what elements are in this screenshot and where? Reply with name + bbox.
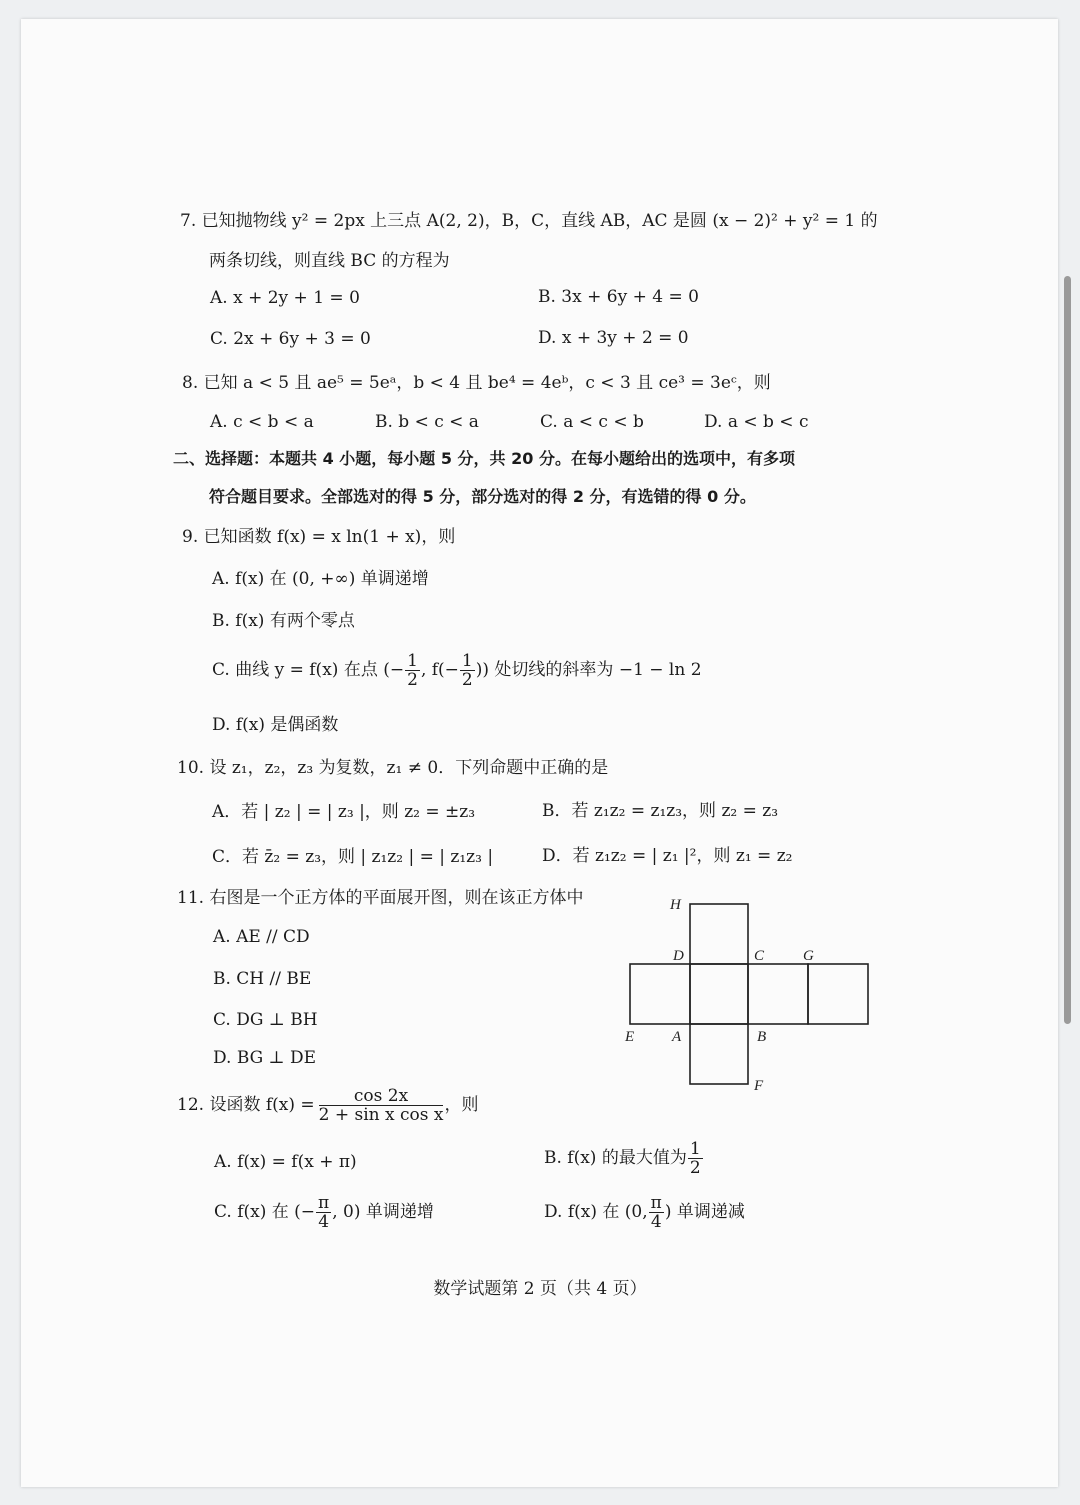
q9-option-d: D. f(x) 是偶函数 [212,715,339,735]
q10-option-a: A．若 | z₂ | = | z₃ |，则 z₂ = ±z₃ [212,802,476,822]
q8-option-d: D. a < b < c [704,412,809,432]
section2-heading-line1: 二、选择题：本题共 4 小题，每小题 5 分，共 20 分。在每小题给出的选项中，有多项 [173,449,795,468]
net-face-top [690,904,748,964]
vertex-label-b: B [757,1029,767,1045]
q9-option-c [212,652,702,689]
page-footer: 数学试题第 2 页（共 4 页） [433,1279,647,1299]
net-face-center [690,964,748,1024]
frac-num: 1 [461,651,473,671]
q11-option-b: B. CH // BE [213,969,312,989]
q9-c-fraction-1 [405,652,420,689]
q9-c-post: )) 处切线的斜率为 −1 − ln 2 [475,660,702,680]
q12-option-b [544,1140,704,1177]
cube-net-diagram [620,892,880,1096]
frac-num: π [318,1193,330,1213]
vertex-label-d: D [673,948,684,964]
q8-option-b: B. b < c < a [375,412,479,432]
frac-den: 2 [689,1158,701,1178]
vertex-label-c: C [754,948,765,964]
q12-c-post: , 0) 单调递增 [332,1202,434,1222]
q12-main-fraction [319,1087,444,1124]
vertex-label-h: H [670,897,681,913]
net-face-right [748,964,808,1024]
q12-stem-post: ，则 [444,1095,479,1115]
q10-option-d: D．若 z₁z₂ = | z₁ |²，则 z₁ = z₂ [542,846,793,866]
q7-option-d: D. x + 3y + 2 = 0 [538,328,689,348]
frac-den: 2 [407,670,418,690]
q7-option-b: B. 3x + 6y + 4 = 0 [538,287,699,307]
q9-option-a: A. f(x) 在 (0, +∞) 单调递增 [212,569,429,589]
net-face-bottom [690,1024,748,1084]
q8-option-c: C. a < c < b [540,412,644,432]
q9-stem: 9. 已知函数 f(x) = x ln(1 + x)，则 [182,527,456,547]
q7-stem-line1: 7. 已知抛物线 y² = 2px 上三点 A(2, 2)，B，C，直线 AB，AC 是圆 (x − 2)² + y² = 1 的 [180,211,878,231]
q7-stem-line2: 两条切线，则直线 BC 的方程为 [209,251,450,271]
frac-den: 2 [461,670,473,690]
q12-d-post: ) 单调递减 [664,1202,745,1222]
q9-option-b: B. f(x) 有两个零点 [212,611,355,631]
frac-den: 4 [318,1212,330,1232]
vertex-label-a: A [672,1029,682,1045]
q11-stem: 11. 右图是一个正方体的平面展开图，则在该正方体中 [177,888,584,908]
q10-stem: 10. 设 z₁，z₂，z₃ 为复数，z₁ ≠ 0．下列命题中正确的是 [177,758,609,778]
q7-option-c: C. 2x + 6y + 3 = 0 [210,329,371,349]
frac-num: 1 [407,651,418,671]
q12-d-fraction [649,1194,664,1231]
net-face-far-right [808,964,868,1024]
q9-c-mid: , f(− [420,660,459,680]
q12-stem-pre: 12. 设函数 f(x) = [177,1095,315,1115]
vertex-label-f: F [754,1078,764,1094]
frac-num: π [650,1193,662,1213]
q12-c-pre: C. f(x) 在 (− [214,1202,316,1222]
q12-c-fraction [316,1194,331,1231]
net-face-left [630,964,690,1024]
q12-option-d [544,1194,745,1231]
q8-stem: 8. 已知 a < 5 且 ae⁵ = 5eᵃ，b < 4 且 be⁴ = 4eᵇ，c < 3 且 ce³ = 3eᶜ，则 [182,373,771,393]
q12-option-c [214,1194,434,1231]
q12-b-fraction [688,1140,703,1177]
exam-page [21,19,1058,1487]
q10-option-b: B．若 z₁z₂ = z₁z₃，则 z₂ = z₃ [542,801,779,821]
scrollbar[interactable] [1064,276,1071,1024]
q9-c-pre: C. 曲线 y = f(x) 在点 (− [212,660,405,680]
frac-den: 4 [650,1212,662,1232]
q12-option-a: A. f(x) = f(x + π) [214,1152,357,1172]
vertex-label-g: G [803,948,814,964]
frac-den: 2 + sin x cos x [318,1105,444,1125]
q12-d-pre: D. f(x) 在 (0, [544,1202,648,1222]
vertex-label-e: E [625,1029,635,1045]
q11-option-c: C. DG ⊥ BH [213,1010,318,1030]
q9-c-fraction-2 [460,652,475,689]
q12-stem [177,1087,478,1124]
q11-option-a: A. AE // CD [213,927,310,947]
q7-option-a: A. x + 2y + 1 = 0 [210,288,360,308]
section2-heading-line2: 符合题目要求。全部选对的得 5 分，部分选对的得 2 分，有选错的得 0 分。 [209,487,756,506]
q12-b-pre: B. f(x) 的最大值为 [544,1148,687,1168]
frac-num: 1 [689,1139,701,1159]
q10-option-c: C．若 z̄₂ = z₃，则 | z₁z₂ | = | z₁z₃ | [212,847,494,867]
q8-option-a: A. c < b < a [210,412,314,432]
q11-option-d: D. BG ⊥ DE [213,1048,317,1068]
frac-num: cos 2x [319,1087,444,1106]
